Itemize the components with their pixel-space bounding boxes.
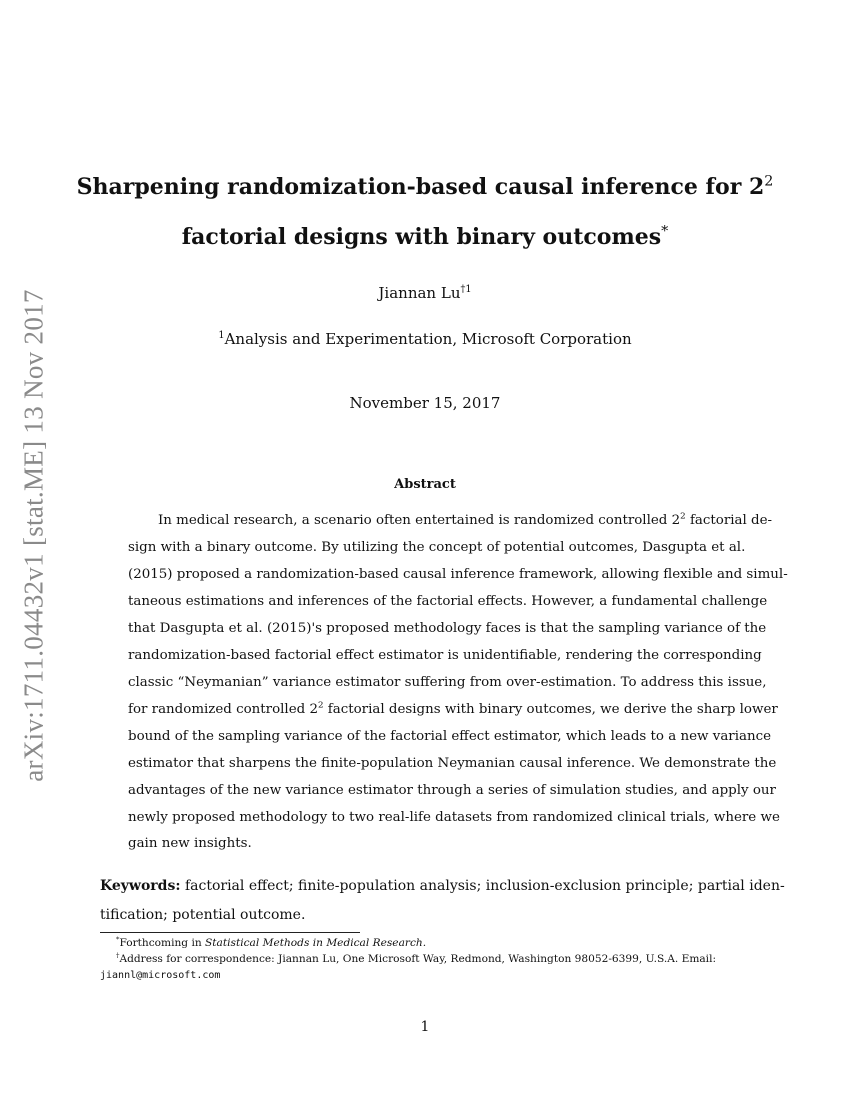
superscript: 2 (680, 511, 686, 522)
email-link[interactable]: jiannl@microsoft.com (100, 970, 221, 981)
journal-name: Statistical Methods in Medical Research. (205, 937, 427, 949)
author-name: Jiannan Lu (378, 284, 461, 302)
abstract-line: that Dasgupta et al. (2015)'s proposed methodology faces is that the sampling variance of the (128, 621, 767, 636)
abstract-line: estimator that sharpens the finite-population Neymanian causal inference. We demonstrate the (128, 756, 777, 771)
abstract-line: gain new insights. (128, 836, 252, 851)
abstract-line: (2015) proposed a randomization-based causal inference framework, allowing flexible and simul- (128, 567, 788, 582)
paper-title-line-1 (0, 174, 850, 200)
affiliation-text: Analysis and Experimentation, Microsoft Corporation (224, 330, 632, 348)
title-superscript: 2 (764, 173, 774, 190)
abstract-line (158, 511, 773, 530)
footnote-2 (116, 953, 716, 966)
keywords-line-1 (100, 877, 785, 895)
arxiv-stamp: arXiv:1711.04432v1 [stat.ME] 13 Nov 2017 (18, 289, 49, 782)
author (0, 284, 850, 302)
keywords-label: Keywords: (100, 878, 181, 894)
affiliation-mark: 1 (218, 330, 225, 341)
paper-title-line-2 (0, 224, 850, 250)
abstract-line: newly proposed methodology to two real-life datasets from randomized clinical trials, where we (128, 810, 780, 825)
title-text: factorial designs with binary outcomes (181, 224, 662, 250)
abstract-line: taneous estimations and inferences of the factorial effects. However, a fundamental challenge (128, 594, 768, 609)
abstract-heading: Abstract (394, 477, 456, 492)
superscript: 2 (317, 700, 324, 711)
abstract-text: factorial designs with binary outcomes, we derive the sharp lower (323, 702, 778, 717)
page-number: 1 (420, 1019, 430, 1035)
keywords-text: factorial effect; finite-population analysis; inclusion-exclusion principle; partial iden- (180, 878, 785, 894)
author-marks: †1 (460, 284, 472, 295)
abstract-line: randomization-based factorial effect estimator is unidentifiable, rendering the corresponding (128, 648, 762, 663)
abstract-line (128, 700, 778, 719)
title-text: Sharpening randomization-based causal inference for 2 (76, 174, 765, 200)
abstract-text: factorial de- (685, 513, 773, 528)
date: November 15, 2017 (349, 394, 501, 412)
abstract-line: classic “Neymanian” variance estimator suffering from over-estimation. To address this issue, (128, 675, 767, 690)
abstract-line: sign with a binary outcome. By utilizing the concept of potential outcomes, Dasgupta et al. (128, 540, 746, 555)
footnote-1 (116, 937, 426, 950)
footnote-text: Forthcoming in (119, 937, 206, 949)
abstract-line: advantages of the new variance estimator through a series of simulation studies, and apply our (128, 783, 776, 798)
keywords-line-2: tification; potential outcome. (100, 907, 306, 923)
footnote-mark: † (116, 951, 120, 960)
footnote-mark: * (116, 935, 120, 944)
footnote-text: Address for correspondence: Jiannan Lu, One Microsoft Way, Redmond, Washington 98052-6399, U.S.A. Email: (119, 953, 717, 965)
abstract-text: In medical research, a scenario often entertained is randomized controlled 2 (158, 513, 681, 528)
affiliation (0, 330, 850, 348)
abstract-text: for randomized controlled 2 (128, 702, 318, 717)
abstract-line: bound of the sampling variance of the factorial effect estimator, which leads to a new variance (128, 729, 772, 744)
title-footnote-mark: * (661, 223, 669, 240)
footnote-rule (100, 932, 360, 933)
